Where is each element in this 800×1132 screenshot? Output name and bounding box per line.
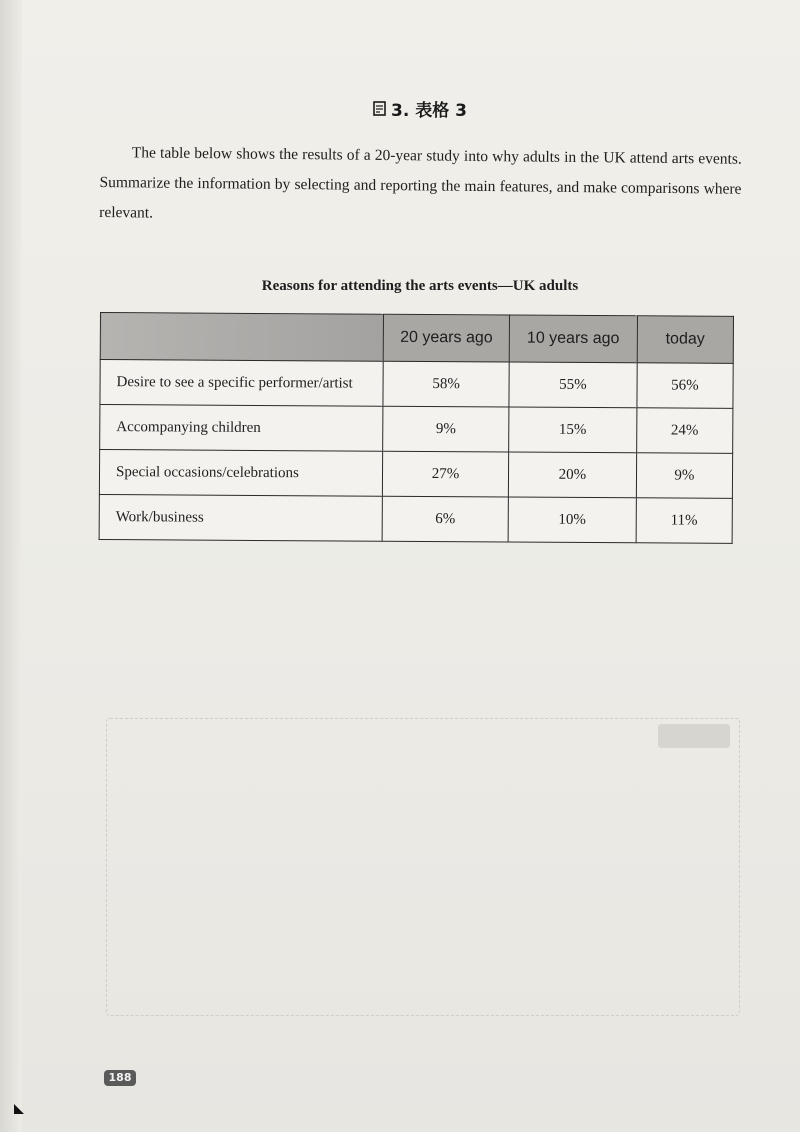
section-heading-text: 3. 表格 3 (391, 101, 467, 121)
cell-value: 15% (509, 407, 637, 453)
table-title: Reasons for attending the arts events—UK adults (261, 278, 579, 294)
task-prompt (99, 138, 742, 235)
bleed-through-box (106, 718, 740, 1016)
cell-value: 6% (382, 496, 508, 542)
row-label: Desire to see a specific performer/artist (100, 360, 383, 407)
table-row (99, 450, 732, 499)
row-label: Accompanying children (100, 405, 383, 452)
cell-value: 24% (636, 408, 733, 454)
cell-value: 11% (636, 498, 733, 544)
page-number: 188 (104, 1070, 136, 1086)
cell-value: 20% (508, 452, 636, 498)
column-header-20-years-ago: 20 years ago (383, 314, 509, 362)
row-label: Special occasions/celebrations (99, 450, 382, 497)
page-binding-shadow (0, 0, 22, 1132)
cell-value: 10% (508, 497, 636, 543)
table-row (100, 405, 733, 454)
column-header-today: today (637, 316, 734, 364)
cell-value: 27% (383, 451, 509, 497)
row-label: Work/business (99, 494, 382, 541)
table-row (99, 494, 732, 543)
task-prompt-text: The table below shows the results of a 20-year study into why adults in the UK attend arts events. Summarize the information by selecting and reporting the main features, and make comparisons where relevant. (99, 144, 742, 222)
bleed-through-tab (658, 724, 730, 748)
cell-value: 9% (383, 406, 509, 452)
form-icon (373, 101, 386, 116)
cell-value: 9% (636, 453, 733, 499)
table-row (100, 360, 733, 409)
table-header-row (100, 313, 733, 364)
cell-value: 58% (383, 361, 509, 407)
section-heading (373, 96, 467, 121)
column-header-empty (100, 313, 383, 362)
corner-marker-icon (14, 1104, 24, 1114)
data-table (99, 312, 734, 544)
cell-value: 55% (509, 362, 637, 408)
column-header-10-years-ago: 10 years ago (509, 315, 637, 363)
cell-value: 56% (637, 363, 734, 409)
